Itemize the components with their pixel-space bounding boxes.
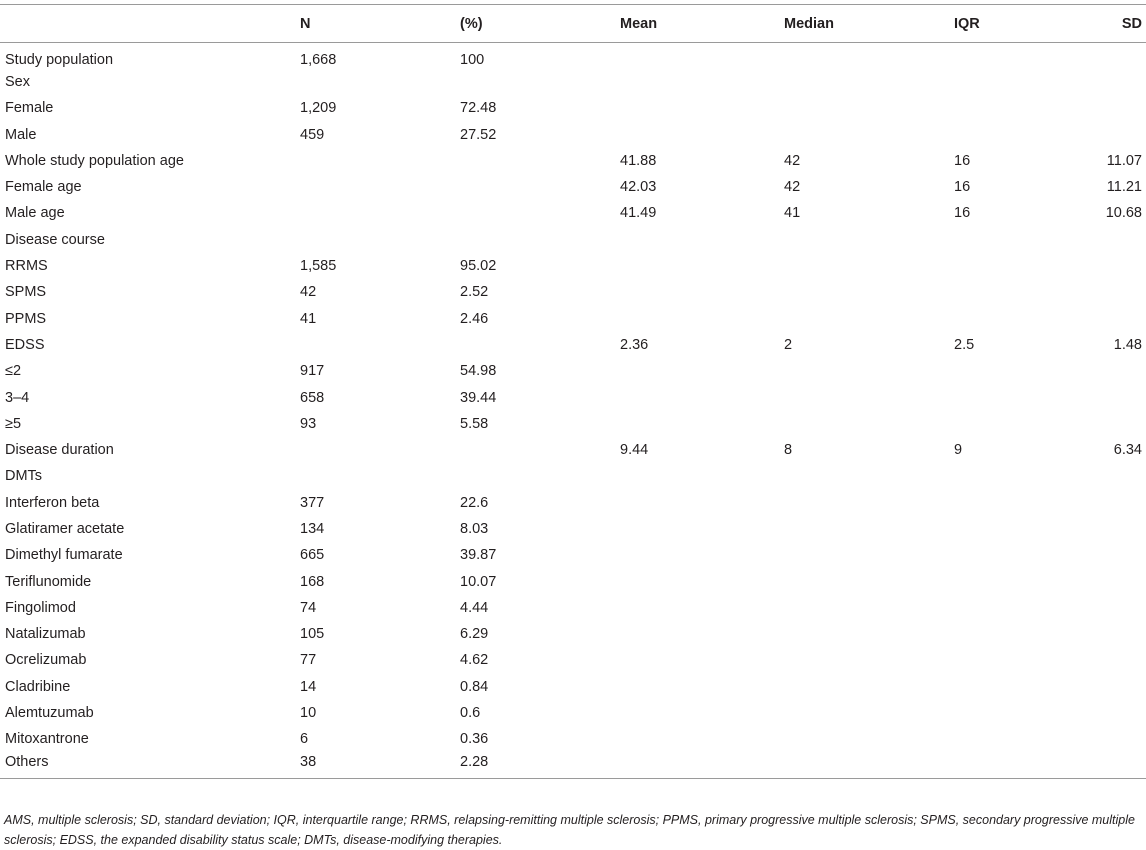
cell-mean	[620, 95, 784, 121]
cell-n	[300, 463, 460, 489]
header-percent: (%)	[460, 5, 620, 43]
cell-iqr	[954, 542, 1090, 568]
cell-sd: 10.68	[1105, 205, 1142, 222]
cell-mean	[620, 700, 784, 726]
row-label: Ocrelizumab	[5, 652, 87, 669]
cell-median	[784, 542, 954, 568]
cell-sd	[1090, 674, 1146, 700]
cell-mean	[620, 227, 784, 253]
cell-percent	[460, 174, 620, 200]
cell-percent: 0.36	[460, 731, 489, 748]
cell-mean	[620, 542, 784, 568]
cell-mean: 41.88	[620, 152, 657, 169]
row-label: EDSS	[5, 336, 45, 353]
cell-n: 134	[300, 520, 325, 537]
cell-iqr	[954, 253, 1090, 279]
cell-percent	[460, 332, 620, 358]
cell-n: 168	[300, 573, 325, 590]
cell-n: 917	[300, 363, 325, 380]
cell-sd	[1090, 95, 1146, 121]
cell-iqr	[954, 305, 1090, 331]
cell-iqr	[954, 595, 1090, 621]
table-row	[0, 542, 1146, 568]
cell-percent: 2.28	[460, 754, 489, 771]
cell-percent: 8.03	[460, 520, 489, 537]
table-row	[0, 621, 1146, 647]
row-label: Cladribine	[5, 678, 71, 695]
cell-percent: 0.84	[460, 678, 489, 695]
cell-percent: 2.46	[460, 310, 489, 327]
cell-n: 42	[300, 284, 317, 301]
cell-n	[300, 69, 460, 95]
row-label: Others	[5, 754, 49, 771]
cell-percent: 5.58	[460, 415, 489, 432]
table-row	[0, 174, 1146, 200]
cell-mean	[620, 253, 784, 279]
cell-sd	[1090, 726, 1146, 752]
cell-mean: 2.36	[620, 336, 649, 353]
cell-n: 93	[300, 415, 317, 432]
table-row	[0, 753, 1146, 779]
cell-median	[784, 305, 954, 331]
table-row	[0, 463, 1146, 489]
cell-iqr	[954, 384, 1090, 410]
cell-percent: 4.44	[460, 599, 489, 616]
cell-percent: 39.87	[460, 547, 497, 564]
cell-sd	[1090, 621, 1146, 647]
cell-sd	[1090, 253, 1146, 279]
cell-median	[784, 411, 954, 437]
cell-mean	[620, 384, 784, 410]
cell-n: 1,585	[300, 258, 337, 275]
cell-n: 6	[300, 731, 309, 748]
table-row	[0, 358, 1146, 384]
cell-sd	[1090, 411, 1146, 437]
cell-median	[784, 595, 954, 621]
cell-n	[300, 148, 460, 174]
cell-n: 1,668	[300, 51, 337, 68]
cell-percent: 6.29	[460, 626, 489, 643]
cell-mean	[620, 516, 784, 542]
cell-percent	[460, 227, 620, 253]
table-row	[0, 69, 1146, 95]
row-label: PPMS	[5, 310, 47, 327]
study-population-table	[0, 4, 1146, 779]
cell-sd: 6.34	[1113, 442, 1142, 459]
cell-median	[784, 358, 954, 384]
row-label: ≥5	[5, 415, 22, 432]
cell-iqr	[954, 121, 1090, 147]
cell-mean: 42.03	[620, 179, 657, 196]
cell-median	[784, 69, 954, 95]
table-row	[0, 253, 1146, 279]
cell-mean	[620, 490, 784, 516]
cell-percent: 4.62	[460, 652, 489, 669]
cell-percent: 22.6	[460, 494, 489, 511]
cell-sd	[1090, 121, 1146, 147]
cell-iqr	[954, 674, 1090, 700]
cell-median	[784, 121, 954, 147]
row-label: Interferon beta	[5, 494, 100, 511]
cell-n: 41	[300, 310, 317, 327]
cell-n: 105	[300, 626, 325, 643]
cell-iqr: 9	[954, 442, 963, 459]
cell-sd	[1090, 595, 1146, 621]
cell-iqr	[954, 753, 1090, 779]
cell-percent: 27.52	[460, 126, 497, 143]
cell-mean: 41.49	[620, 205, 657, 222]
cell-iqr	[954, 358, 1090, 384]
cell-median	[784, 700, 954, 726]
table-row	[0, 647, 1146, 673]
row-label: Female	[5, 100, 54, 117]
cell-median	[784, 95, 954, 121]
cell-median	[784, 674, 954, 700]
table-row	[0, 384, 1146, 410]
cell-percent: 54.98	[460, 363, 497, 380]
table-row	[0, 305, 1146, 331]
row-label: Sex	[5, 73, 30, 90]
cell-n	[300, 437, 460, 463]
row-label: Glatiramer acetate	[5, 520, 125, 537]
row-label: Dimethyl fumarate	[5, 547, 123, 564]
cell-mean	[620, 647, 784, 673]
table-row	[0, 490, 1146, 516]
cell-median	[784, 753, 954, 779]
table-row	[0, 437, 1146, 463]
cell-iqr	[954, 726, 1090, 752]
row-label: Fingolimod	[5, 599, 76, 616]
row-label: Natalizumab	[5, 626, 86, 643]
cell-mean	[620, 121, 784, 147]
table-body	[0, 43, 1146, 779]
cell-percent: 2.52	[460, 284, 489, 301]
cell-median	[784, 253, 954, 279]
row-label: Alemtuzumab	[5, 705, 94, 722]
cell-median: 42	[784, 152, 801, 169]
cell-iqr	[954, 516, 1090, 542]
cell-n: 77	[300, 652, 317, 669]
row-label: Teriflunomide	[5, 573, 92, 590]
row-label: Female age	[5, 179, 82, 196]
cell-median	[784, 490, 954, 516]
cell-iqr	[954, 647, 1090, 673]
row-label: Study population	[5, 51, 114, 68]
cell-sd	[1090, 69, 1146, 95]
cell-n: 459	[300, 126, 325, 143]
table-row	[0, 411, 1146, 437]
header-label	[0, 5, 300, 43]
cell-mean: 9.44	[620, 442, 649, 459]
cell-n: 14	[300, 678, 317, 695]
cell-mean	[620, 43, 784, 69]
cell-sd	[1090, 700, 1146, 726]
cell-iqr	[954, 43, 1090, 69]
cell-median	[784, 279, 954, 305]
cell-median	[784, 726, 954, 752]
cell-mean	[620, 674, 784, 700]
row-label: DMTs	[5, 468, 43, 485]
row-label: Mitoxantrone	[5, 731, 89, 748]
cell-n: 658	[300, 389, 325, 406]
cell-mean	[620, 726, 784, 752]
cell-n	[300, 200, 460, 226]
cell-sd	[1090, 305, 1146, 331]
cell-percent	[460, 148, 620, 174]
cell-mean	[620, 463, 784, 489]
cell-percent	[460, 200, 620, 226]
cell-percent	[460, 463, 620, 489]
cell-median	[784, 227, 954, 253]
cell-iqr	[954, 69, 1090, 95]
cell-iqr	[954, 279, 1090, 305]
cell-iqr: 16	[954, 152, 971, 169]
cell-sd	[1090, 358, 1146, 384]
cell-iqr: 16	[954, 179, 971, 196]
cell-iqr	[954, 568, 1090, 594]
table-row	[0, 726, 1146, 752]
cell-iqr	[954, 490, 1090, 516]
cell-median	[784, 568, 954, 594]
table-row	[0, 43, 1146, 69]
header-mean: Mean	[620, 5, 784, 43]
cell-sd	[1090, 647, 1146, 673]
row-label: ≤2	[5, 363, 22, 380]
cell-sd: 1.48	[1113, 336, 1142, 353]
cell-median	[784, 43, 954, 69]
table-row	[0, 516, 1146, 542]
row-label: 3–4	[5, 389, 30, 406]
table-row	[0, 674, 1146, 700]
cell-median	[784, 647, 954, 673]
cell-percent: 0.6	[460, 705, 481, 722]
cell-mean	[620, 305, 784, 331]
cell-n: 74	[300, 599, 317, 616]
cell-sd	[1090, 568, 1146, 594]
row-label: Disease course	[5, 231, 105, 248]
header-iqr: IQR	[954, 5, 1090, 43]
cell-percent: 95.02	[460, 258, 497, 275]
cell-n	[300, 174, 460, 200]
cell-iqr	[954, 621, 1090, 647]
row-label: Male	[5, 126, 37, 143]
cell-n: 665	[300, 547, 325, 564]
cell-mean	[620, 279, 784, 305]
cell-iqr	[954, 463, 1090, 489]
table-footnote: AMS, multiple sclerosis; SD, standard deviation; IQR, interquartile range; RRMS, relapsing-remitting multiple sclerosis; PPMS, primary progressive multiple sclerosis; SPMS, secondary progressive multiple sclerosis; EDSS, the expanded disability status scale; DMTs, disease-modifying therapies.	[4, 813, 1135, 847]
row-label: Whole study population age	[5, 152, 184, 169]
cell-iqr: 16	[954, 205, 971, 222]
cell-percent: 100	[460, 51, 485, 68]
cell-sd	[1090, 43, 1146, 69]
cell-percent	[460, 69, 620, 95]
cell-mean	[620, 358, 784, 384]
table-row	[0, 121, 1146, 147]
cell-median: 2	[784, 336, 793, 353]
table-row	[0, 700, 1146, 726]
cell-mean	[620, 621, 784, 647]
cell-sd: 11.07	[1106, 152, 1142, 169]
cell-median	[784, 463, 954, 489]
cell-n: 10	[300, 705, 317, 722]
header-median: Median	[784, 5, 954, 43]
cell-median	[784, 621, 954, 647]
cell-mean	[620, 69, 784, 95]
cell-n: 38	[300, 754, 317, 771]
table-row	[0, 332, 1146, 358]
header-n: N	[300, 5, 460, 43]
table-row	[0, 568, 1146, 594]
cell-sd	[1090, 463, 1146, 489]
table-row	[0, 148, 1146, 174]
cell-median: 42	[784, 179, 801, 196]
row-label: Male age	[5, 205, 65, 222]
cell-median: 41	[784, 205, 801, 222]
cell-mean	[620, 753, 784, 779]
cell-sd	[1090, 542, 1146, 568]
cell-iqr	[954, 411, 1090, 437]
cell-n	[300, 332, 460, 358]
cell-mean	[620, 568, 784, 594]
cell-sd	[1090, 279, 1146, 305]
row-label: Disease duration	[5, 442, 114, 459]
cell-sd	[1090, 516, 1146, 542]
cell-sd: 11.21	[1106, 179, 1142, 196]
cell-percent: 39.44	[460, 389, 497, 406]
header-sd: SD	[1090, 5, 1146, 43]
cell-percent	[460, 437, 620, 463]
cell-percent: 72.48	[460, 100, 497, 117]
cell-median	[784, 384, 954, 410]
cell-sd	[1090, 384, 1146, 410]
row-label: RRMS	[5, 258, 48, 275]
cell-median	[784, 516, 954, 542]
cell-sd	[1090, 490, 1146, 516]
cell-iqr	[954, 700, 1090, 726]
cell-iqr: 2.5	[954, 336, 975, 353]
table-row	[0, 200, 1146, 226]
cell-iqr	[954, 227, 1090, 253]
cell-sd	[1090, 227, 1146, 253]
table-header-row	[0, 5, 1146, 43]
table-row	[0, 595, 1146, 621]
row-label: SPMS	[5, 284, 47, 301]
cell-iqr	[954, 95, 1090, 121]
cell-mean	[620, 595, 784, 621]
table-row	[0, 279, 1146, 305]
cell-n: 377	[300, 494, 325, 511]
cell-sd	[1090, 753, 1146, 779]
cell-mean	[620, 411, 784, 437]
cell-n	[300, 227, 460, 253]
cell-percent: 10.07	[460, 573, 497, 590]
table-row	[0, 95, 1146, 121]
table-row	[0, 227, 1146, 253]
cell-median: 8	[784, 442, 793, 459]
cell-n: 1,209	[300, 100, 337, 117]
